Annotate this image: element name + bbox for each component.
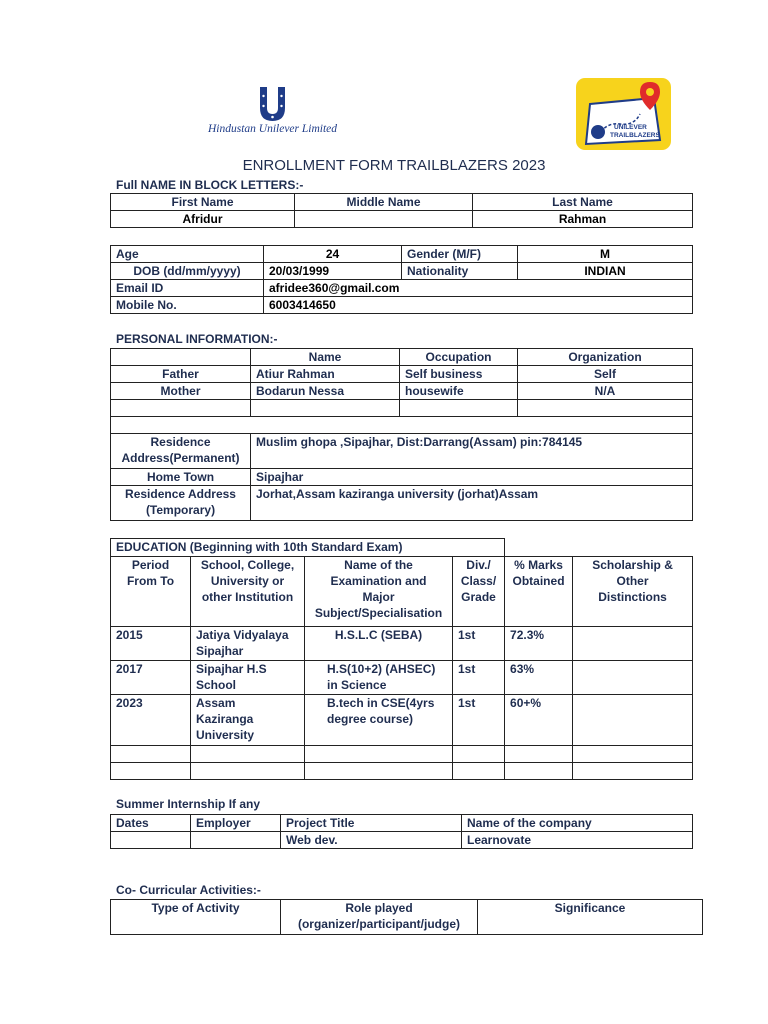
personal-name-header: Name bbox=[251, 349, 400, 366]
edu-empty-cell bbox=[191, 763, 305, 780]
mother-occupation: housewife bbox=[400, 383, 518, 400]
gender-value: M bbox=[518, 246, 693, 263]
email-value: afridee360@gmail.com bbox=[264, 280, 693, 297]
name-table bbox=[110, 193, 693, 228]
permanent-address-label-line: Address(Permanent) bbox=[121, 451, 240, 465]
edu-header-line: Other bbox=[616, 574, 649, 588]
edu-empty-cell bbox=[305, 763, 453, 780]
cocurricular-label: Co- Curricular Activities:- bbox=[116, 883, 261, 897]
table-row bbox=[111, 763, 693, 780]
edu-header-school bbox=[191, 557, 305, 627]
temporary-address-value: Jorhat,Assam kaziranga university (jorhat)Assam bbox=[251, 486, 693, 521]
edu-header-period bbox=[111, 557, 191, 627]
mother-name: Bodarun Nessa bbox=[251, 383, 400, 400]
last-name-value: Rahman bbox=[473, 211, 693, 228]
edu-empty-cell bbox=[573, 746, 693, 763]
edu-header-line: Div./ bbox=[466, 558, 491, 572]
edu-marks: 63% bbox=[505, 661, 573, 695]
internship-dates-value bbox=[111, 832, 191, 849]
edu-header-marks bbox=[505, 557, 573, 627]
personal-empty-cell bbox=[400, 400, 518, 417]
edu-header-line: Period bbox=[131, 558, 170, 572]
first-name-header: First Name bbox=[111, 194, 295, 211]
home-town-label: Home Town bbox=[111, 469, 251, 486]
edu-empty-cell bbox=[453, 746, 505, 763]
edu-header-line: Name of the bbox=[344, 558, 413, 572]
hul-logo-text: Hindustan Unilever Limited bbox=[207, 123, 338, 135]
email-label: Email ID bbox=[111, 280, 264, 297]
home-town-value: Sipajhar bbox=[251, 469, 693, 486]
edu-marks: 60+% bbox=[505, 695, 573, 746]
personal-info-table bbox=[110, 348, 693, 521]
education-label: EDUCATION (Beginning with 10th Standard Exam) bbox=[111, 539, 505, 557]
mobile-label: Mobile No. bbox=[111, 297, 264, 314]
last-name-header: Last Name bbox=[473, 194, 693, 211]
father-label: Father bbox=[111, 366, 251, 383]
personal-empty-cell bbox=[111, 400, 251, 417]
edu-exam bbox=[305, 695, 453, 746]
edu-exam-line: B.tech in CSE(4yrs bbox=[327, 696, 435, 710]
internship-dates-header: Dates bbox=[111, 815, 191, 832]
gender-label: Gender (M/F) bbox=[402, 246, 518, 263]
personal-empty-cell bbox=[518, 400, 693, 417]
education-table bbox=[110, 538, 693, 780]
edu-school-line: Sipajhar bbox=[196, 644, 244, 658]
cocurricular-header-line: Significance bbox=[554, 901, 626, 915]
personal-occupation-header: Occupation bbox=[400, 349, 518, 366]
edu-header-line: From To bbox=[126, 574, 175, 588]
trailblazers-line2: TRAILBLAZERS bbox=[610, 132, 660, 139]
edu-empty-cell bbox=[111, 746, 191, 763]
permanent-address-value: Muslim ghopa ,Sipajhar, Dist:Darrang(Assam) pin:784145 bbox=[251, 434, 693, 469]
edu-header-line: Class/ bbox=[460, 574, 497, 588]
edu-school bbox=[191, 627, 305, 661]
edu-period: 2015 bbox=[111, 627, 191, 661]
dob-value: 20/03/1999 bbox=[264, 263, 402, 280]
edu-scholarship bbox=[573, 661, 693, 695]
edu-empty-cell bbox=[573, 763, 693, 780]
cocurricular-header-line: Type of Activity bbox=[151, 901, 240, 915]
table-row bbox=[111, 661, 693, 695]
edu-header-div bbox=[453, 557, 505, 627]
edu-scholarship bbox=[573, 695, 693, 746]
edu-scholarship bbox=[573, 627, 693, 661]
internship-project-value: Web dev. bbox=[281, 832, 462, 849]
hul-logo bbox=[190, 84, 355, 142]
edu-school-line: Kaziranga bbox=[196, 712, 254, 726]
edu-empty-cell bbox=[505, 763, 573, 780]
edu-header-line: % Marks bbox=[514, 558, 563, 572]
edu-exam bbox=[305, 627, 453, 661]
edu-empty-cell bbox=[453, 763, 505, 780]
age-value: 24 bbox=[264, 246, 402, 263]
edu-marks: 72.3% bbox=[505, 627, 573, 661]
role-played-header bbox=[281, 900, 478, 935]
education-label-spacer bbox=[505, 539, 693, 557]
mother-label: Mother bbox=[111, 383, 251, 400]
edu-header-line: Subject/Specialisation bbox=[314, 606, 443, 620]
edu-header-line: School, College, bbox=[200, 558, 295, 572]
personal-org-header: Organization bbox=[518, 349, 693, 366]
age-label: Age bbox=[111, 246, 264, 263]
edu-period: 2023 bbox=[111, 695, 191, 746]
significance-header bbox=[478, 900, 703, 935]
edu-div: 1st bbox=[453, 627, 505, 661]
edu-school bbox=[191, 695, 305, 746]
table-row bbox=[111, 627, 693, 661]
edu-empty-cell bbox=[505, 746, 573, 763]
edu-school-line: Sipajhar H.S bbox=[196, 662, 267, 676]
edu-school bbox=[191, 661, 305, 695]
edu-div: 1st bbox=[453, 695, 505, 746]
map-pin-icon bbox=[576, 78, 671, 150]
personal-empty-row bbox=[111, 417, 693, 434]
basic-info-table bbox=[110, 245, 693, 314]
table-row bbox=[111, 746, 693, 763]
temporary-address-label-line: Residence Address bbox=[125, 487, 236, 501]
fullname-label: Full NAME IN BLOCK LETTERS:- bbox=[116, 178, 304, 192]
mobile-value: 6003414650 bbox=[264, 297, 693, 314]
permanent-address-label bbox=[111, 434, 251, 469]
temporary-address-label-line: (Temporary) bbox=[145, 503, 216, 517]
edu-school-line: School bbox=[196, 678, 237, 692]
edu-exam bbox=[305, 661, 453, 695]
internship-label: Summer Internship If any bbox=[116, 797, 261, 811]
edu-period: 2017 bbox=[111, 661, 191, 695]
edu-exam-line: in Science bbox=[327, 678, 387, 692]
middle-name-value bbox=[295, 211, 473, 228]
edu-header-exam bbox=[305, 557, 453, 627]
activity-type-header bbox=[111, 900, 281, 935]
edu-header-line: Grade bbox=[461, 590, 496, 604]
edu-school-line: University bbox=[196, 728, 255, 742]
internship-table bbox=[110, 814, 693, 849]
edu-school-line: Jatiya Vidyalaya bbox=[196, 628, 289, 642]
edu-header-line: Examination and bbox=[330, 574, 427, 588]
edu-header-line: Distinctions bbox=[598, 590, 667, 604]
nationality-label: Nationality bbox=[402, 263, 518, 280]
edu-header-line: University or bbox=[210, 574, 285, 588]
form-title: ENROLLMENT FORM TRAILBLAZERS 2023 bbox=[242, 157, 546, 174]
trailblazers-logo bbox=[576, 78, 671, 150]
father-org: Self bbox=[518, 366, 693, 383]
personal-blank-header bbox=[111, 349, 251, 366]
edu-header-line: Major bbox=[362, 590, 395, 604]
edu-div: 1st bbox=[453, 661, 505, 695]
internship-company-value: Learnovate bbox=[462, 832, 693, 849]
edu-header-scholarship bbox=[573, 557, 693, 627]
cocurricular-header-line: Role played bbox=[345, 901, 413, 915]
temporary-address-label bbox=[111, 486, 251, 521]
nationality-value: INDIAN bbox=[518, 263, 693, 280]
cocurricular-table bbox=[110, 899, 703, 935]
permanent-address-label-line: Residence bbox=[150, 435, 211, 449]
personal-empty-cell bbox=[251, 400, 400, 417]
edu-empty-cell bbox=[111, 763, 191, 780]
edu-header-line: Obtained bbox=[512, 574, 565, 588]
edu-header-line: other Institution bbox=[201, 590, 294, 604]
father-name: Atiur Rahman bbox=[251, 366, 400, 383]
unilever-u-icon bbox=[190, 84, 355, 124]
internship-project-header: Project Title bbox=[281, 815, 462, 832]
edu-school-line: Assam bbox=[196, 696, 236, 710]
table-row bbox=[111, 695, 693, 746]
cocurricular-header-line: (organizer/participant/judge) bbox=[297, 917, 460, 931]
middle-name-header: Middle Name bbox=[295, 194, 473, 211]
edu-empty-cell bbox=[191, 746, 305, 763]
internship-employer-value bbox=[191, 832, 281, 849]
edu-exam-line: H.S(10+2) (AHSEC) bbox=[327, 662, 436, 676]
trailblazers-line1: UNILEVER bbox=[614, 124, 647, 131]
dob-label: DOB (dd/mm/yyyy) bbox=[111, 263, 264, 280]
father-occupation: Self business bbox=[400, 366, 518, 383]
internship-employer-header: Employer bbox=[191, 815, 281, 832]
internship-company-header: Name of the company bbox=[462, 815, 693, 832]
first-name-value: Afridur bbox=[111, 211, 295, 228]
personal-info-label: PERSONAL INFORMATION:- bbox=[116, 332, 278, 346]
edu-exam-line: degree course) bbox=[327, 712, 414, 726]
edu-empty-cell bbox=[305, 746, 453, 763]
mother-org: N/A bbox=[518, 383, 693, 400]
edu-header-line: Scholarship & bbox=[592, 558, 673, 572]
edu-exam-line: H.S.L.C (SEBA) bbox=[334, 628, 423, 642]
